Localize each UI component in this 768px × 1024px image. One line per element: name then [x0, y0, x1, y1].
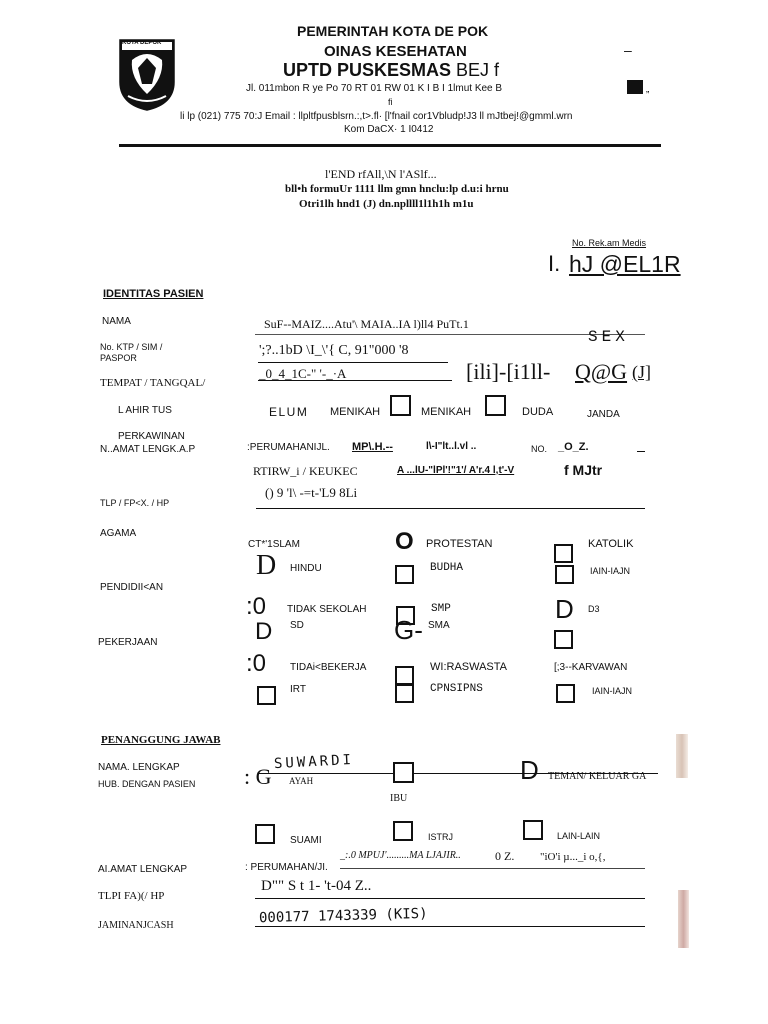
pj-lain-checkbox[interactable]: [523, 820, 543, 840]
pj-nama-label: NAMA. LENGKAP: [98, 762, 180, 773]
agama-katolik: KATOLIK: [588, 538, 634, 550]
header-unit: [283, 60, 499, 81]
pekerjaan-irt: IRT: [290, 684, 306, 695]
tanggal-value-2: Q@G: [575, 359, 628, 384]
pekerjaan-wiraswasta: WI:RASWASTA: [430, 661, 507, 673]
rekam-medis-label: No. Rek.am Medis: [572, 238, 647, 248]
header-unit-suffix: BEJ f: [456, 60, 500, 80]
tanggal-value-3: (J]: [632, 362, 651, 382]
identitas-heading: IDENTITAS PASIEN: [103, 288, 204, 300]
ktp-value: ';?..1bD \I_\'{ C, 91"000 '8: [259, 343, 409, 358]
header-right-mark: „: [646, 84, 650, 95]
agama-lain-checkbox[interactable]: [555, 565, 574, 584]
ktp-label: No. KTP / SIM / PASPOR: [100, 342, 163, 363]
pj-jaminan-value: 000177 1743339 (KIS): [258, 905, 428, 927]
pendidikan-label: PENDIDII<AN: [100, 582, 164, 593]
alamat-no-underline: [637, 451, 645, 452]
menikah-label: MENIKAH: [330, 406, 381, 418]
pj-alamat-tail: "iO'i µ..._i o,{,: [540, 851, 606, 863]
form-title: l'END rfAll,\N l'ASlf...: [325, 167, 437, 181]
pj-istri: ISTRJ: [428, 832, 454, 842]
pendidikan-mark: :0: [246, 593, 267, 620]
tempat-label: TEMPAT / TANGQAL/: [100, 377, 206, 389]
tlp-value: () 9 'l\ -=t-'L9 8Li: [265, 485, 358, 500]
ktp-underline: [258, 362, 448, 363]
header-dept: OINAS KESEHATAN: [324, 43, 467, 60]
belum-label: ELUM: [269, 405, 309, 419]
pj-tlp-underline: [255, 898, 645, 899]
nama-value: SuF--MAIZ....Atu'\ MAIA..IA l)ll4 PuTt.1: [264, 317, 469, 331]
pekerjaan-mark: :0: [246, 650, 267, 677]
pj-teman-mark: D: [520, 755, 539, 785]
katolik-checkbox[interactable]: [554, 544, 573, 563]
pj-alamat-value: _:.0 MPUJ'.........MA LJAJIR..: [340, 850, 461, 861]
pendidikan-d3-mark: D: [555, 594, 574, 624]
pj-hub-label: HUB. DENGAN PASIEN: [98, 779, 196, 789]
pj-teman: TEMAN/ KELUAR GA: [548, 771, 647, 782]
pj-alamat-perum: : PERUMAHAN/JI.: [245, 862, 328, 873]
duda-checkbox[interactable]: [485, 395, 506, 416]
rekam-medis-value: hJ @EL1R: [569, 251, 681, 277]
tempat-underline: [258, 380, 452, 381]
pj-suami: SUAMI: [290, 835, 322, 846]
penanggung-edge-shade: [676, 734, 688, 778]
rt-kec-value: RTIRW_i / KEUKEC: [253, 464, 358, 478]
alamat-label: N..AMAT LENGK.A.P: [100, 444, 196, 455]
pj-tlp-value: D"" S t 1- 't-04 Z..: [261, 878, 372, 894]
header-contact: li lp (021) 775 70:J Email : llpltfpusblsrn.:,t>.fl· [l'fnail cor1Vbludp!J3 ll mJtbej!@gmml.wrn: [180, 111, 573, 122]
pendidikan-sd: SD: [290, 620, 304, 631]
tanggal-value: [ili]-[i1ll-: [466, 359, 551, 384]
pj-tlp-label: TLPI FA)(/ HP: [98, 890, 165, 902]
pendidikan-tidak-sekolah: TIDAK SEKOLAH: [287, 604, 367, 615]
alamat-value: MP\.H.--: [352, 441, 393, 453]
menikah-checkbox[interactable]: [390, 395, 411, 416]
header-right-block: [627, 80, 643, 94]
pj-ibu: IBU: [390, 793, 408, 804]
agama-hindu: HINDU: [290, 563, 322, 574]
nama-label: NAMA: [102, 316, 131, 327]
pekerjaan-tidak-bekerja: TIDAi<BEKERJA: [290, 662, 367, 673]
pj-jaminan-label: JAMINANJCASH: [98, 920, 174, 931]
header-rule: [119, 144, 661, 147]
pendidikan-sma-mark: G-: [394, 615, 423, 645]
sudah-menikah-label: MENIKAH: [421, 406, 472, 418]
pj-alamat-underline: [340, 868, 645, 869]
tempat-value: _0_4_1C-" '-_·A: [259, 366, 347, 381]
rekam-medis-prefix: I.: [548, 251, 561, 276]
pj-hub-mark: : G: [244, 764, 272, 789]
lahir-label: L AHIR TUS: [118, 405, 172, 416]
istri-checkbox[interactable]: [393, 821, 413, 841]
perkawinan-label: PERKAWINAN: [118, 431, 185, 442]
pekerjaan-lain: IAIN-IAJN: [592, 686, 633, 696]
pekerjaan-cpns: CPNSIPNS: [430, 683, 483, 695]
budha-checkbox[interactable]: [395, 565, 414, 584]
pekerjaan-label: PEKERJAAN: [98, 637, 158, 648]
irt-checkbox[interactable]: [257, 686, 276, 705]
header-unit-name: UPTD PUSKESMAS: [283, 60, 452, 80]
agama-islam: CT*'1SLAM: [248, 539, 300, 550]
duda-label: DUDA: [522, 406, 554, 418]
header-dash: –: [624, 42, 632, 58]
agama-label: AGAMA: [100, 528, 137, 539]
tlp-underline: [256, 508, 645, 509]
pj-lain: LAIN-LAIN: [557, 831, 601, 841]
janda-label: JANDA: [587, 409, 620, 420]
pekerjaan-lain-checkbox[interactable]: [556, 684, 575, 703]
header-kode: Kom DaCX· 1 I0412: [344, 124, 434, 135]
agama-budha: BUDHA: [430, 562, 464, 574]
kecamatan-value: A ...lU-"lPl'!"1'/ A'r.4 l,t'-V: [397, 465, 515, 476]
alamat-value-2: l\-I"lt..l.vl ..: [426, 441, 477, 452]
header-address: Jl. 011mbon R ye Po 70 RT 01 RW 01 K I B I 1lmut Kee B: [246, 83, 503, 94]
form-instruction-2: Otri1lh hnd1 (J) dn.npllll1l1h1h m1u: [299, 198, 474, 210]
logo-text: KOTA DEPOK: [122, 40, 162, 46]
header-address-2: fi: [388, 97, 393, 107]
pj-nama-value: SUWARDI: [273, 751, 355, 773]
suami-checkbox[interactable]: [255, 824, 275, 844]
sex-label: SEX: [588, 328, 629, 346]
pj-jaminan-underline: [255, 926, 645, 927]
agama-protestan: PROTESTAN: [426, 538, 493, 550]
penanggung-heading: PENANGGUNG JAWAB: [101, 734, 221, 746]
alamat-perum-label: :PERUMAHANIJL.: [247, 442, 330, 453]
tlp-label: TLP / FP<X. / HP: [100, 498, 170, 508]
pj-edge-shade: [678, 890, 689, 948]
alamat-no-label: NO.: [531, 444, 548, 454]
cpns-checkbox[interactable]: [395, 684, 414, 703]
pj-ayah: AYAH: [289, 776, 314, 786]
wiraswasta-checkbox[interactable]: [395, 666, 414, 685]
pendidikan-d3: D3: [588, 604, 600, 614]
pj-alamat-no: 0 Z.: [495, 849, 515, 863]
city-logo: [118, 38, 176, 112]
agama-protestan-mark: O: [395, 528, 414, 555]
pendidikan-sma: SMA: [428, 620, 450, 631]
agama-lain: IAIN-IAJN: [590, 566, 631, 576]
nama-underline: [255, 334, 645, 335]
pendidikan-lain-checkbox[interactable]: [554, 630, 573, 649]
form-instruction: bll•h formuUr 1111 llm gmn hnclu:lp d.u:i hrnu: [285, 183, 509, 195]
pendidikan-smp: SMP: [431, 603, 451, 615]
kota-value: f MJtr: [564, 462, 603, 478]
alamat-no-value: _O_Z.: [558, 441, 589, 453]
pj-alamat-label: AI.AMAT LENGKAP: [98, 864, 188, 875]
ibu-checkbox[interactable]: [393, 762, 414, 783]
pendidikan-sd-mark: D: [255, 618, 273, 645]
pekerjaan-karyawan: [;3--KARVAWAN: [554, 662, 628, 673]
agama-hindu-mark: D: [256, 550, 277, 581]
header-gov: PEMERINTAH KOTA DE POK: [297, 23, 489, 39]
